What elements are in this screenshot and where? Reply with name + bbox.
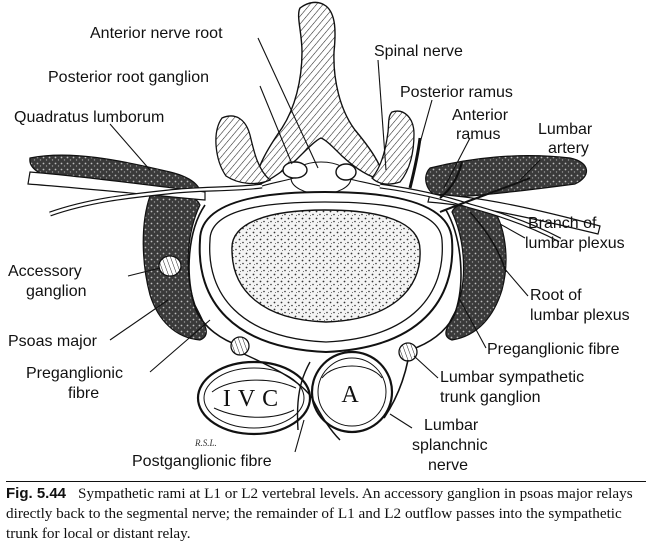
artist-signature: R.S.L. <box>195 438 217 448</box>
label-lumbar-artery: Lumbar artery <box>538 121 593 157</box>
psoas-major-right <box>446 202 506 340</box>
leader-psoas-major <box>110 300 168 340</box>
label-root-of-lumbar-plexus: Root of lumbar plexus <box>530 287 630 324</box>
left-posterior-root-ganglion <box>283 162 307 178</box>
label-postganglionic-fibre: Postganglionic fibre <box>132 453 272 470</box>
figure-number: Fig. 5.44 <box>6 485 67 502</box>
right-posterior-root-ganglion <box>336 164 356 180</box>
label-preganglionic-fibre-left: Preganglionic fibre <box>26 365 123 402</box>
left-lamina <box>216 116 270 183</box>
caption-rule <box>6 481 646 482</box>
label-lumbar-sympathetic-trunk-ganglion: Lumbar sympathetic trunk ganglion <box>440 369 585 406</box>
label-preganglionic-fibre-right: Preganglionic fibre <box>487 341 620 358</box>
lumbar-sympathetic-trunk-ganglion <box>399 343 417 361</box>
label-spinal-nerve: Spinal nerve <box>374 43 463 60</box>
spinous-process <box>255 2 384 186</box>
label-posterior-root-ganglion: Posterior root ganglion <box>48 69 209 86</box>
leader-spinal-nerve <box>378 60 386 170</box>
label-aorta: A <box>341 382 359 408</box>
leader-posterior-ramus <box>418 100 432 150</box>
label-accessory-ganglion: Accessory ganglion <box>8 263 87 300</box>
left-sympathetic-trunk-ganglion <box>231 337 249 355</box>
label-branch-of-lumbar-plexus: Branch of lumbar plexus <box>525 215 625 252</box>
figure-caption <box>6 484 656 544</box>
leader-lumbar-splanchnic-nerve <box>390 414 412 428</box>
label-ivc: IVC <box>222 386 286 412</box>
leader-lumbar-sympathetic-trunk-ganglion <box>414 356 438 378</box>
label-psoas-major: Psoas major <box>8 333 97 350</box>
label-quadratus-lumborum: Quadratus lumborum <box>14 109 165 126</box>
leader-root-of-lumbar-plexus <box>504 268 528 296</box>
label-anterior-nerve-root: Anterior nerve root <box>90 25 223 42</box>
leader-postganglionic-fibre <box>295 420 304 452</box>
figure-caption-text: Sympathetic rami at L1 or L2 vertebral levels. An accessory ganglion in psoas major relays directly back to the segmental nerve; the remainder of L1 and L2 outflow passes into the sympathetic trunk for local or distant relay. <box>6 485 633 542</box>
label-posterior-ramus: Posterior ramus <box>400 84 513 101</box>
right-lamina <box>372 111 414 184</box>
label-anterior-ramus: Anterior ramus <box>452 107 509 143</box>
accessory-ganglion <box>159 256 181 276</box>
label-lumbar-splanchnic-nerve: Lumbar splanchnic nerve <box>412 417 488 474</box>
